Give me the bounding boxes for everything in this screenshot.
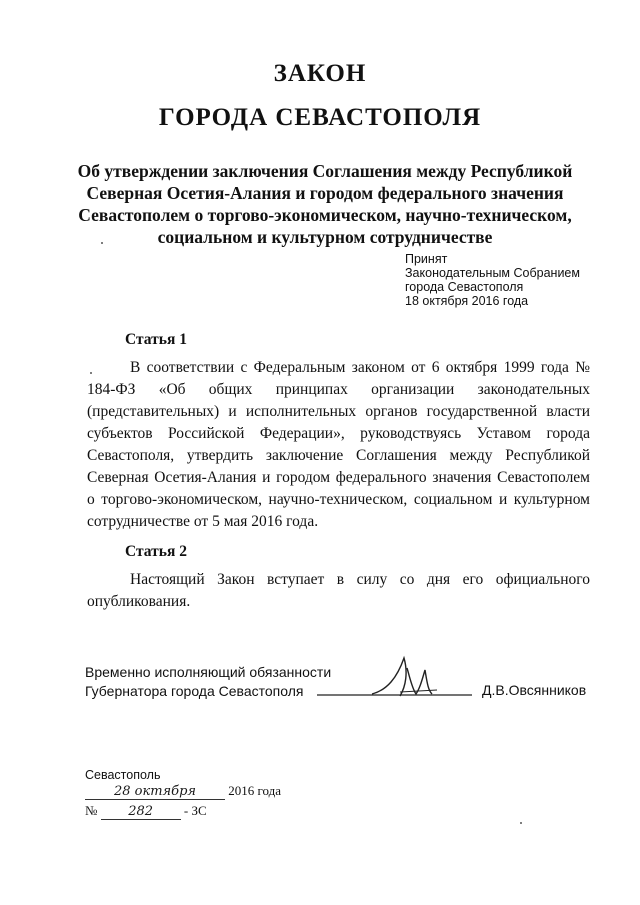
adoption-line: Принят [405,252,448,266]
handwritten-number: 282 [128,804,154,819]
date-line [85,783,281,800]
position-line: Губернатора города Севастополя [85,683,304,699]
handwritten-signature [312,650,487,705]
scan-speck [520,822,522,824]
adoption-line: города Севастополя [405,280,524,294]
article-1-heading: Статья 1 [125,331,187,348]
adoption-block [405,252,580,308]
city-label: Севастополь [85,768,161,782]
law-title: ЗАКОН [273,60,367,87]
number-suffix: - ЗС [183,803,207,818]
position-line: Временно исполняющий обязанности [85,664,332,680]
number-line [85,803,207,820]
number-sign: № [85,803,98,818]
law-subtitle: ГОРОДА СЕВАСТОПОЛЯ [158,104,482,131]
signatory-position [85,663,331,701]
adoption-line: 18 октября 2016 года [405,294,529,308]
signatory-name: Д.В.Овсянников [482,682,587,698]
handwritten-date: 28 октября [113,784,197,799]
article-2-heading: Статья 2 [125,543,187,560]
date-year: 2016 года [228,783,282,798]
law-subject: Об утверждении заключения Соглашения между Республикой Северная Осетия-Алания и городом федерального значения Севастополем о торгово-экономическом, научно-техническом, социальном и культурном сотрудничестве [77,161,573,247]
article-2-text: Настоящий Закон вступает в силу со дня его официального опубликования. [87,571,590,610]
scan-speck [101,242,103,244]
adoption-line: Законодательным Собранием [405,266,580,280]
article-1-text: В соответствии с Федеральным законом от 6 октября 1999 года № 184-ФЗ «Об общих принципах организации законодательных (представительных) и исполнительных органов государственной власти субъектов Российской Федерации», руководствуясь Уставом города Севастополя, утвердить заключение Соглашения между Республикой Северная Осетия-Алания и городом федерального значения Севастополем о торгово-экономическом, научно-техническом, социальном и культурном сотрудничестве от 5 мая 2016 года. [87,359,590,530]
